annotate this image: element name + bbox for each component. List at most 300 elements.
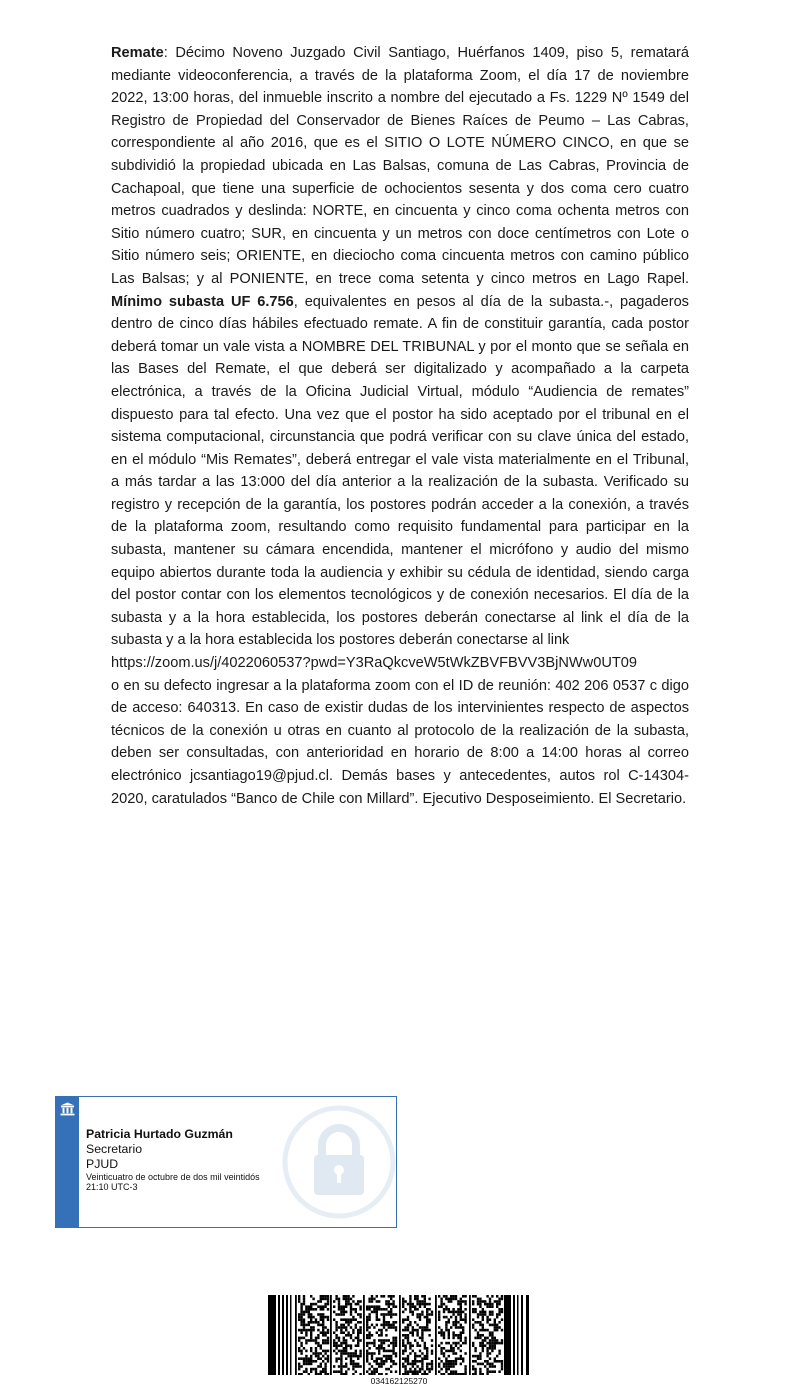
barcode-module [390, 1324, 392, 1327]
barcode-module [407, 1339, 409, 1342]
barcode-module [460, 1339, 462, 1342]
barcode-module [340, 1344, 342, 1347]
barcode-module [340, 1311, 342, 1314]
barcode-module [416, 1308, 418, 1311]
barcode-module [335, 1324, 337, 1327]
barcode-module [402, 1303, 404, 1306]
barcode-module [496, 1342, 498, 1345]
barcode-module [431, 1368, 433, 1371]
barcode-module [308, 1363, 310, 1366]
barcode-module [452, 1363, 454, 1366]
barcode-module [355, 1363, 357, 1366]
barcode-module [426, 1365, 428, 1368]
barcode-module [462, 1300, 464, 1303]
barcode-module [455, 1344, 457, 1347]
barcode-module [338, 1350, 340, 1353]
barcode-module [440, 1298, 442, 1301]
barcode-module [445, 1350, 447, 1353]
barcode-module [445, 1305, 447, 1308]
barcode-module [385, 1357, 387, 1360]
barcode-module [300, 1331, 302, 1334]
barcode-module [312, 1298, 314, 1301]
barcode-module [460, 1331, 462, 1334]
barcode-module [338, 1305, 340, 1308]
barcode-module [357, 1355, 359, 1358]
barcode-module [421, 1311, 423, 1314]
barcode-module [303, 1324, 305, 1327]
barcode-module [409, 1363, 411, 1366]
barcode-module [452, 1337, 454, 1340]
barcode-module [373, 1305, 375, 1308]
barcode-module [474, 1337, 476, 1340]
barcode-module [327, 1342, 329, 1345]
barcode-module [371, 1373, 373, 1375]
barcode-module [409, 1331, 411, 1334]
barcode-module [300, 1313, 302, 1316]
barcode-module [308, 1373, 310, 1375]
barcode-module [378, 1300, 380, 1303]
barcode-module [327, 1331, 329, 1334]
barcode-module [359, 1331, 361, 1334]
barcode-module [388, 1303, 390, 1306]
barcode-module [426, 1311, 428, 1314]
barcode-module [300, 1350, 302, 1353]
barcode-module [450, 1298, 452, 1301]
barcode-module [407, 1329, 409, 1332]
barcode-module [338, 1313, 340, 1316]
barcode-module [366, 1350, 368, 1353]
barcode-module [320, 1318, 322, 1321]
barcode-module [371, 1334, 373, 1337]
barcode-module [317, 1300, 319, 1303]
barcode-module [376, 1308, 378, 1311]
barcode-module [474, 1321, 476, 1324]
barcode-module [315, 1360, 317, 1363]
barcode-module [428, 1298, 430, 1301]
barcode-module [472, 1355, 474, 1358]
barcode-module [421, 1329, 423, 1332]
barcode-module [419, 1316, 421, 1319]
barcode-module [402, 1300, 404, 1303]
barcode-module [300, 1373, 302, 1375]
barcode-module [479, 1363, 481, 1366]
barcode-module [345, 1329, 347, 1332]
barcode-module [426, 1357, 428, 1360]
barcode-module [412, 1363, 414, 1366]
barcode-module [376, 1300, 378, 1303]
barcode-module [452, 1313, 454, 1316]
barcode-module [501, 1311, 503, 1314]
barcode-module [357, 1339, 359, 1342]
barcode-module [486, 1295, 488, 1298]
barcode-module [355, 1365, 357, 1368]
barcode-module [424, 1298, 426, 1301]
barcode-module [486, 1352, 488, 1355]
barcode-module [359, 1329, 361, 1332]
barcode-module [501, 1363, 503, 1366]
barcode-module [317, 1313, 319, 1316]
barcode-module [443, 1363, 445, 1366]
barcode-module [327, 1357, 329, 1360]
barcode-module [498, 1300, 500, 1303]
barcode-module [303, 1329, 305, 1332]
barcode-module [452, 1321, 454, 1324]
barcode-module [298, 1313, 300, 1316]
barcode-module [357, 1313, 359, 1316]
barcode-module [352, 1363, 354, 1366]
barcode-module [477, 1357, 479, 1360]
barcode-module [482, 1373, 484, 1375]
barcode-module [343, 1311, 345, 1314]
barcode-module [392, 1344, 394, 1347]
barcode-module [491, 1365, 493, 1368]
barcode-module [355, 1326, 357, 1329]
barcode-module [308, 1360, 310, 1363]
barcode-module [489, 1331, 491, 1334]
barcode-module [373, 1344, 375, 1347]
barcode-module [380, 1342, 382, 1345]
barcode-module [445, 1368, 447, 1371]
barcode-module [460, 1363, 462, 1366]
barcode-module [335, 1357, 337, 1360]
barcode-module [350, 1347, 352, 1350]
barcode-module [308, 1305, 310, 1308]
barcode-module [335, 1342, 337, 1345]
barcode-module [317, 1355, 319, 1358]
barcode-module [371, 1298, 373, 1301]
barcode-module [378, 1363, 380, 1366]
barcode-module [390, 1357, 392, 1360]
barcode-module [448, 1331, 450, 1334]
barcode-module [345, 1370, 347, 1373]
barcode-stop-bar [504, 1295, 511, 1375]
barcode-module [335, 1337, 337, 1340]
barcode-module [350, 1337, 352, 1340]
barcode-module [479, 1352, 481, 1355]
barcode-module [407, 1370, 409, 1373]
barcode-module [324, 1331, 326, 1334]
barcode-module [390, 1295, 392, 1298]
barcode-module [409, 1370, 411, 1373]
barcode-module [428, 1313, 430, 1316]
barcode-start-bar [268, 1295, 276, 1375]
barcode-module [327, 1300, 329, 1303]
barcode-module [460, 1326, 462, 1329]
barcode-module [298, 1365, 300, 1368]
barcode-module [482, 1300, 484, 1303]
barcode-module [412, 1329, 414, 1332]
barcode-module [343, 1331, 345, 1334]
barcode-module [496, 1324, 498, 1327]
barcode-module [494, 1321, 496, 1324]
barcode-module [345, 1339, 347, 1342]
barcode-module [421, 1303, 423, 1306]
barcode-module [482, 1329, 484, 1332]
barcode-module [407, 1373, 409, 1375]
barcode-module [421, 1368, 423, 1371]
barcode-module [371, 1295, 373, 1298]
barcode-module [335, 1298, 337, 1301]
barcode-module [474, 1355, 476, 1358]
barcode-module [491, 1370, 493, 1373]
barcode-row-indicator [295, 1295, 297, 1375]
barcode-module [327, 1298, 329, 1301]
barcode-module [445, 1329, 447, 1332]
barcode-module [392, 1305, 394, 1308]
barcode-module [388, 1321, 390, 1324]
barcode-module [324, 1326, 326, 1329]
barcode-module [414, 1357, 416, 1360]
barcode-module [448, 1300, 450, 1303]
notice-text-part2: , equivalentes en pesos al día de la subasta.-, pagaderos dentro de cinco días hábiles efectuado remate. A fin de constituir garantía, cada postor deberá tomar un vale vista a NOMBRE DEL TRIBUNAL y por el monto que se señala en las Bases del Remate, el que deberá ser digitalizado y acompañado a la carpeta electrónica, a través de la Oficina Judicial Virtual, módulo “Audiencia de remates” dispuesto para tal efecto. Una vez que el postor ha sido aceptado por el tribunal en el sistema computacional, circunstancia que podrá verificar con su clave única del estado, en el módulo “Mis Remates”, deberá entregar el vale vista materialmente en el Tribunal, a más tardar a las 13:000 del día anterior a la realización de la subasta. Verificado su registro y recepción de la garantía, los postores podrán acceder a la conexión, a través de la plataforma zoom, resultando como requisito fundamental para participar en la subasta, mantener su cámara encendida, mantener el micrófono y audio del mismo equipo abiertos durante toda la audiencia y exhibir su cédula de identidad, siendo carga del postor contar con los elementos tecnológicos y de conexión necesarios. El día de la subasta y a la hora establecida, los postores deberán conectarse al link el día de la subasta y a la hora establecida los postores deberán conectarse al link [111, 293, 689, 649]
barcode-row-indicator [469, 1295, 471, 1375]
barcode-module [355, 1352, 357, 1355]
barcode-module [416, 1365, 418, 1368]
barcode-module [345, 1352, 347, 1355]
barcode-module [419, 1300, 421, 1303]
barcode-module [333, 1300, 335, 1303]
barcode-module [414, 1321, 416, 1324]
barcode-module [416, 1329, 418, 1332]
barcode-module [426, 1308, 428, 1311]
barcode-module [385, 1350, 387, 1353]
barcode-module [460, 1357, 462, 1360]
barcode-module [303, 1357, 305, 1360]
barcode-module [426, 1352, 428, 1355]
barcode-module [317, 1337, 319, 1340]
barcode-module [392, 1363, 394, 1366]
barcode-module [489, 1357, 491, 1360]
barcode-module [452, 1331, 454, 1334]
barcode-module [355, 1337, 357, 1340]
barcode-module [322, 1334, 324, 1337]
barcode-module [322, 1298, 324, 1301]
barcode-module [421, 1295, 423, 1298]
barcode-module [479, 1370, 481, 1373]
barcode-module [357, 1363, 359, 1366]
barcode-module [385, 1313, 387, 1316]
barcode-module [486, 1363, 488, 1366]
barcode-module [496, 1305, 498, 1308]
barcode-module [472, 1324, 474, 1327]
barcode-module [426, 1318, 428, 1321]
barcode-module [484, 1344, 486, 1347]
barcode-module [496, 1300, 498, 1303]
barcode-module [428, 1363, 430, 1366]
barcode-module [421, 1326, 423, 1329]
barcode-module [376, 1368, 378, 1371]
barcode-module [376, 1295, 378, 1298]
barcode-module [494, 1318, 496, 1321]
barcode-module [368, 1331, 370, 1334]
barcode-module [340, 1324, 342, 1327]
barcode-module [482, 1342, 484, 1345]
barcode-module [494, 1370, 496, 1373]
barcode-module [392, 1350, 394, 1353]
barcode-module [486, 1318, 488, 1321]
barcode-module [491, 1295, 493, 1298]
barcode-module [322, 1318, 324, 1321]
barcode-module [416, 1298, 418, 1301]
barcode-module [376, 1311, 378, 1314]
barcode-module [345, 1363, 347, 1366]
barcode-module [477, 1316, 479, 1319]
barcode-module [424, 1329, 426, 1332]
barcode-module [310, 1360, 312, 1363]
barcode-module [380, 1360, 382, 1363]
barcode-module [380, 1344, 382, 1347]
barcode-module [350, 1313, 352, 1316]
barcode-module [327, 1373, 329, 1375]
barcode-module [414, 1298, 416, 1301]
barcode-module [380, 1334, 382, 1337]
lock-icon [282, 1105, 396, 1219]
barcode-module [355, 1350, 357, 1353]
barcode-module [489, 1334, 491, 1337]
barcode-module [357, 1344, 359, 1347]
barcode-module [338, 1308, 340, 1311]
barcode-module [373, 1370, 375, 1373]
barcode-module [312, 1360, 314, 1363]
zoom-link[interactable]: https://zoom.us/j/4022060537?pwd=Y3RaQkcveW5tWkZBVFBVV3BjNWw0UT09 [111, 655, 638, 672]
barcode-module [343, 1352, 345, 1355]
barcode-module [438, 1318, 440, 1321]
barcode-module [486, 1347, 488, 1350]
barcode-module [462, 1373, 464, 1375]
barcode-module [407, 1363, 409, 1366]
barcode-module [322, 1355, 324, 1358]
barcode-module [421, 1331, 423, 1334]
barcode-module [452, 1334, 454, 1337]
barcode-module [322, 1321, 324, 1324]
barcode-module [371, 1305, 373, 1308]
barcode-module [464, 1313, 466, 1316]
barcode-module [457, 1334, 459, 1337]
barcode-module [345, 1365, 347, 1368]
barcode-module [428, 1368, 430, 1371]
barcode-module [303, 1311, 305, 1314]
barcode-module [378, 1352, 380, 1355]
barcode-module [457, 1313, 459, 1316]
barcode-module [359, 1352, 361, 1355]
barcode-module [445, 1308, 447, 1311]
barcode-module [414, 1339, 416, 1342]
barcode-module [303, 1326, 305, 1329]
barcode-module [452, 1370, 454, 1373]
barcode-module [350, 1321, 352, 1324]
barcode-module [412, 1331, 414, 1334]
barcode-module [368, 1298, 370, 1301]
barcode-module [419, 1355, 421, 1358]
barcode-module [412, 1373, 414, 1375]
barcode-module [320, 1295, 322, 1298]
barcode-module [380, 1363, 382, 1366]
signer-organization: PJUD [86, 1157, 119, 1171]
barcode-module [479, 1305, 481, 1308]
barcode-module [343, 1342, 345, 1345]
barcode-module [385, 1324, 387, 1327]
barcode-module [486, 1321, 488, 1324]
barcode-module [482, 1339, 484, 1342]
barcode-module [426, 1350, 428, 1353]
barcode-module [340, 1308, 342, 1311]
barcode-module [424, 1300, 426, 1303]
barcode-module [489, 1298, 491, 1301]
barcode-module [491, 1337, 493, 1340]
barcode-module [457, 1300, 459, 1303]
barcode-module [303, 1303, 305, 1306]
barcode-module [464, 1339, 466, 1342]
barcode-module [355, 1311, 357, 1314]
barcode-module [320, 1324, 322, 1327]
barcode-module [350, 1311, 352, 1314]
barcode-module [298, 1363, 300, 1366]
barcode-module [431, 1344, 433, 1347]
barcode-module [424, 1305, 426, 1308]
barcode-module [438, 1331, 440, 1334]
barcode-module [404, 1318, 406, 1321]
barcode-module [298, 1295, 300, 1298]
barcode-module [333, 1311, 335, 1314]
barcode-module [315, 1355, 317, 1358]
barcode-module [376, 1316, 378, 1319]
barcode-module [404, 1308, 406, 1311]
barcode-module [298, 1357, 300, 1360]
barcode-module [462, 1360, 464, 1363]
barcode-module [395, 1313, 397, 1316]
barcode-module [395, 1329, 397, 1332]
barcode-module [395, 1321, 397, 1324]
barcode-module [482, 1326, 484, 1329]
barcode-module [371, 1352, 373, 1355]
barcode-module [482, 1350, 484, 1353]
barcode-module [380, 1313, 382, 1316]
barcode-module [357, 1329, 359, 1332]
barcode-module [315, 1352, 317, 1355]
barcode-module [402, 1339, 404, 1342]
barcode-module [474, 1329, 476, 1332]
barcode-module [412, 1303, 414, 1306]
barcode-module [455, 1342, 457, 1345]
barcode-module [298, 1298, 300, 1301]
barcode-module [380, 1331, 382, 1334]
barcode-module [310, 1308, 312, 1311]
barcode-module [421, 1373, 423, 1375]
barcode-module [312, 1329, 314, 1332]
barcode-module [402, 1363, 404, 1366]
minimum-bid: Mínimo subasta UF 6.756 [111, 293, 294, 310]
barcode-module [338, 1370, 340, 1373]
barcode-module [324, 1316, 326, 1319]
barcode-module [305, 1334, 307, 1337]
barcode-module [385, 1329, 387, 1332]
barcode-module [409, 1368, 411, 1371]
barcode-module [460, 1337, 462, 1340]
barcode-module [392, 1321, 394, 1324]
barcode-module [450, 1295, 452, 1298]
barcode-module [455, 1321, 457, 1324]
barcode-module [347, 1368, 349, 1371]
barcode-module [407, 1326, 409, 1329]
barcode-module [350, 1357, 352, 1360]
barcode-stop-bar [517, 1295, 519, 1375]
barcode-module [501, 1342, 503, 1345]
barcode-module [421, 1300, 423, 1303]
barcode-module [450, 1326, 452, 1329]
barcode-module [402, 1350, 404, 1353]
barcode-module [371, 1324, 373, 1327]
barcode-module [428, 1321, 430, 1324]
